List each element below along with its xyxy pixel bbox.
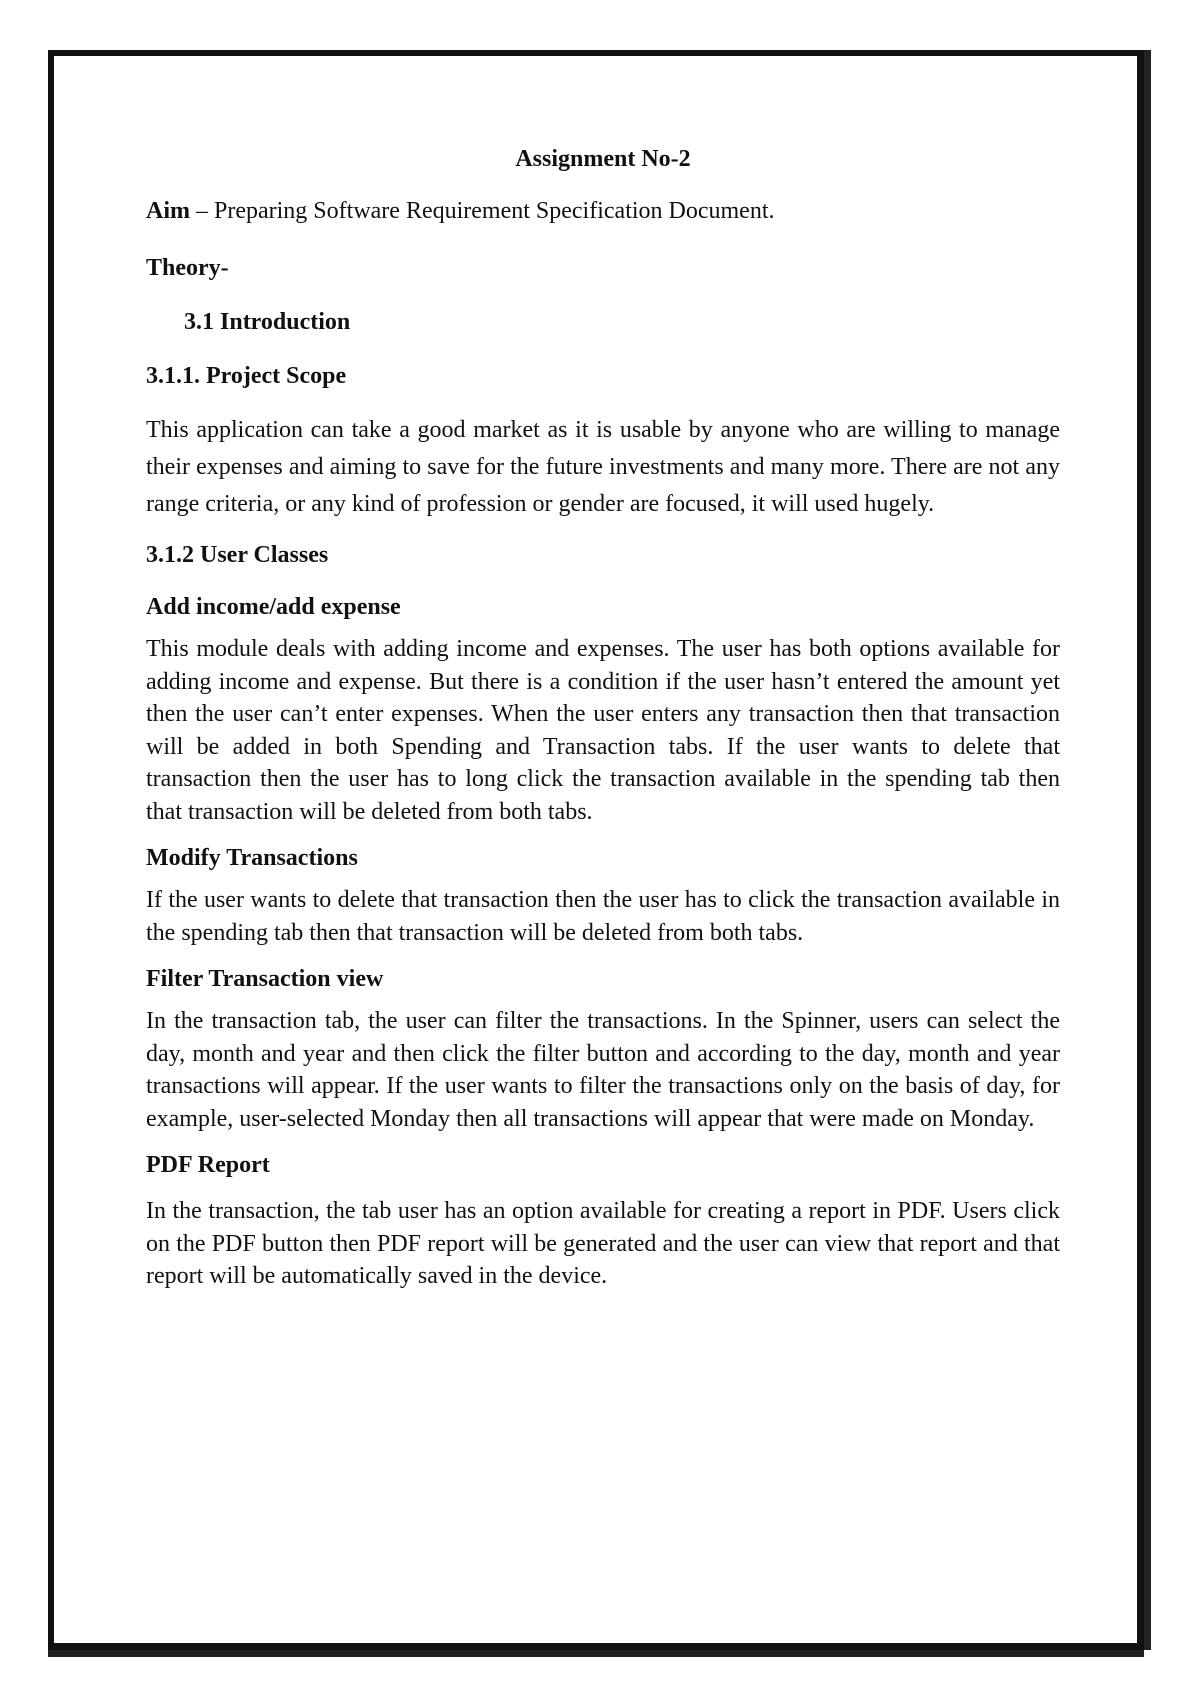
document-body [146,146,1060,1307]
section-heading-pdf-report: PDF Report [146,1152,270,1178]
theory-label: Theory- [146,255,229,281]
section-heading-add-income: Add income/add expense [146,594,401,620]
scope-heading: 3.1.1. Project Scope [146,363,347,389]
aim-line [146,195,1060,227]
section-paragraph-add-income: This module deals with adding income and expenses. The user has both options available for adding income and expense. But there is a condition if the user hasn’t entered the amount yet then the user can’t enter expenses. When the user enters any transaction then that transaction will be added in both Spending and Transaction tabs. If the user wants to delete that transaction then the user has to long click the transaction available in the spending tab then that transaction will be deleted from both tabs. [146,636,1060,825]
section-paragraph-filter-transaction-view: In the transaction tab, the user can filter the transactions. In the Spinner, users can select the day, month and year and then click the filter button and according to the day, month and year transactions will appear. If the user wants to filter the transactions only on the basis of day, for example, user-selected Monday then all transactions will appear that were made on Monday. [146,1008,1060,1132]
document-title: Assignment No-2 [515,146,691,172]
user-classes-heading: 3.1.2 User Classes [146,542,329,568]
scope-paragraph: This application can take a good market as it is usable by anyone who are willing to manage their expenses and aiming to save for the future investments and many more. There are not any range criteria, or any kind of profession or gender are focused, it will used hugely. [146,417,1060,517]
section-heading-filter-transaction-view: Filter Transaction view [146,966,384,992]
intro-heading: 3.1 Introduction [184,309,351,335]
aim-label: Aim [146,198,190,224]
section-paragraph-pdf-report: In the transaction, the tab user has an option available for creating a report in PDF. Users click on the PDF button then PDF report will be generated and the user can view that report and that report will be automatically saved in the device. [146,1198,1060,1289]
aim-text: – Preparing Software Requirement Specification Document. [190,198,775,224]
section-paragraph-modify-transactions: If the user wants to delete that transaction then the user has to click the transaction available in the spending tab then that transaction will be deleted from both tabs. [146,887,1060,946]
section-heading-modify-transactions: Modify Transactions [146,845,358,871]
